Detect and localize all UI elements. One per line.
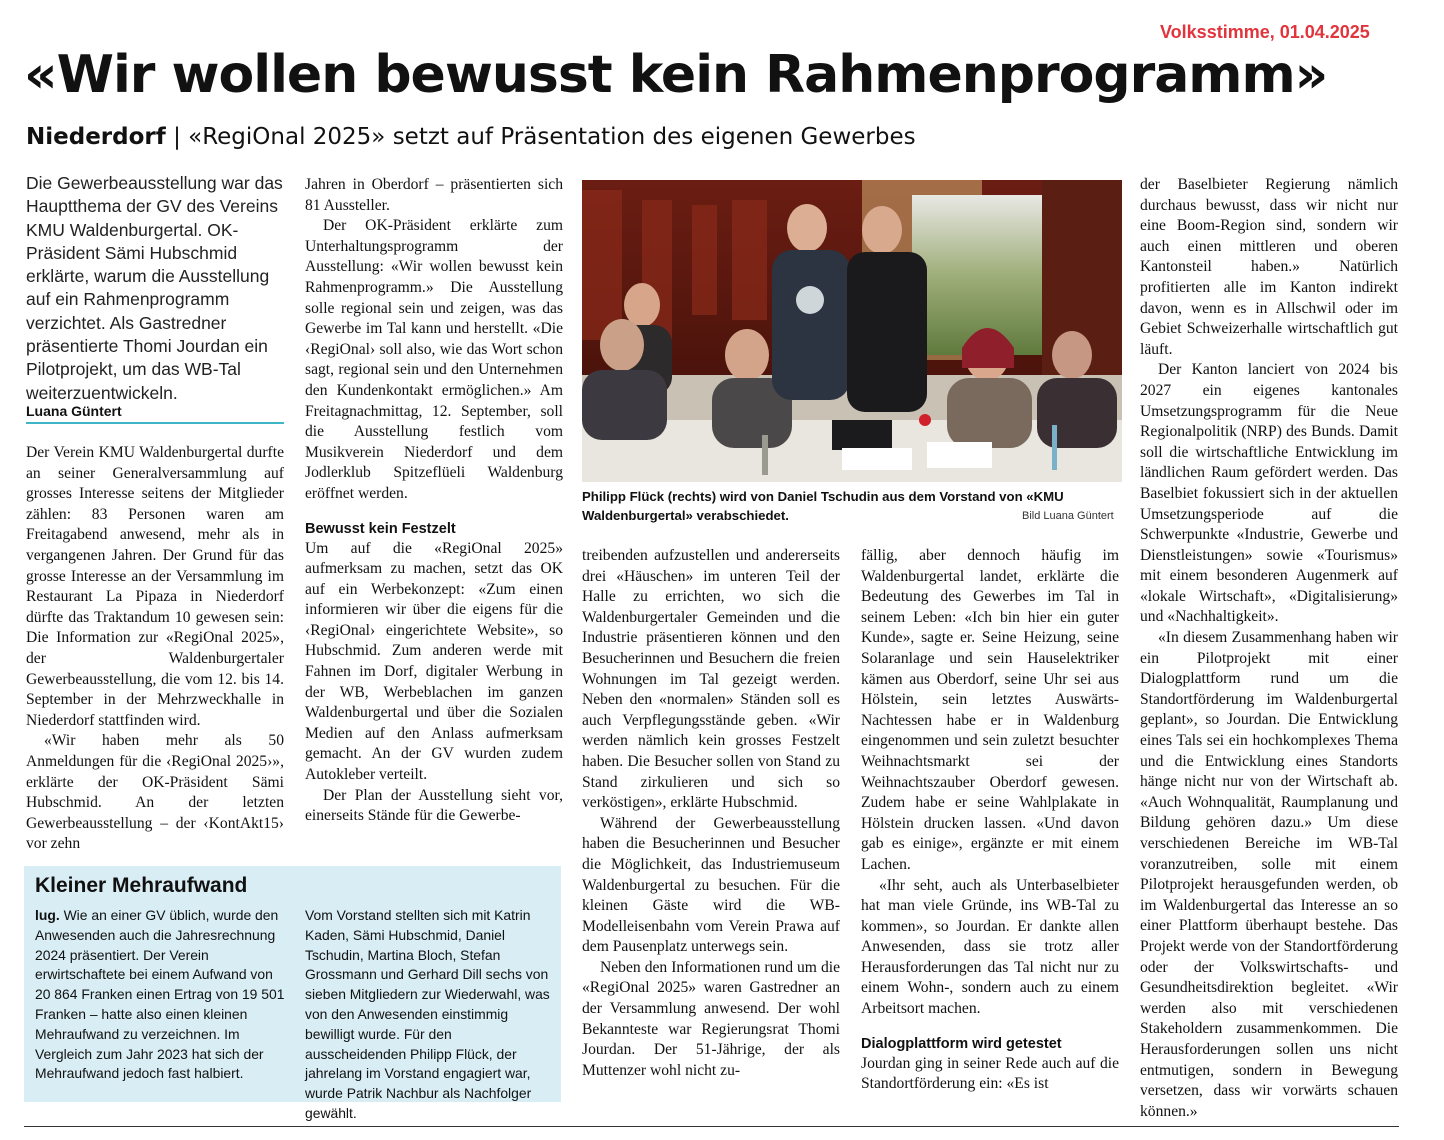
paragraph: «Wir haben mehr als 50 Anmeldungen für die ‹RegiOnal 2025›», erklärte der OK-Präsident Sämi Hubschmid. An der letzten Gewerbeausstellung – der ‹KontAkt15› vor zehn xyxy=(26,732,284,853)
paragraph: Jahren in Oberdorf – präsentierten sich 81 Aussteller. xyxy=(305,176,563,214)
author-byline: Luana Güntert xyxy=(26,401,284,424)
photo-caption: Philipp Flück (rechts) wird von Daniel Tschudin aus dem Vorstand von «KMU Waldenburgertal» verabschiedet. xyxy=(582,489,1064,523)
info-box-text-left: Wie an einer GV üblich, wurde den Anwesenden auch die Jahresrechnung 2024 präsentiert. Der Verein erwirtschaftete bei einem Aufwand von 20 864 Franken einen Ertrag von 19 501 Franken – hatte also einen kleinen Mehraufwand zu verzeichnen. Im Vergleich zum Jahr 2023 hat sich der Mehraufwand jedoch fast halbiert. xyxy=(35,907,285,1082)
lead-paragraph: Die Gewerbeausstellung war das Hauptthema der GV des Vereins KMU Waldenburgertal. OK-Präsident Sämi Hubschmid erklärte, warum die Ausstellung auf ein Rahmenprogramm verzichtet. Als Gastredner präsentierte Thomi Jourdan ein Pilotprojekt, um das WB-Tal weiterzuentwickeln. xyxy=(26,173,283,403)
subline-separator: | xyxy=(173,124,181,150)
article-photo xyxy=(582,180,1122,482)
paragraph: fällig, aber dennoch häufig im Waldenburgertal landet, erklärte die Bedeutung des Gewerbes im Tal in seinem Leben: «Ich bin hier ein guter Kunde», sagte er. Seine Heizung, seine Solaranlage und sein Hauselektriker kämen aus Oberdorf, seine Uhr sei aus Hölstein, sein letztes Auswärts-Nachtessen habe er in Waldenburg eingenommen und sein zuletzt besuchter Weihnachtsmarkt sei der Weihnachtszauber Oberdorf gewesen. Zudem habe er seine Wahlplakate in Hölstein drucken lassen. «Und davon gab es einige», ergänzte er mit einem Lachen. xyxy=(861,547,1119,873)
info-box-column-1 xyxy=(35,906,288,1084)
subheading: Dialogplattform wird getestet xyxy=(861,1035,1062,1052)
paragraph: Um auf die «RegiOnal 2025» aufmerksam zu machen, setzt das OK auf ein Werbekonzept: «Zum einen informieren wir über die eigens für die ‹RegiOnal› eingerichtete Website», so Hubschmid. Zum anderen werde mit Fahnen im Dorf, digitaler Werbung in der WB, Werbeblachen im ganzen Waldenburgertal und über die Sozialen Medien auf den Anlass aufmerksam gemacht. An der GV wurden zudem Autokleber verteilt. xyxy=(305,539,563,784)
paragraph: Der Verein KMU Waldenburgertal durfte an seiner Generalversammlung auf grosses Interesse seitens der Mitglieder zählen: 83 Personen waren am Freitagabend anwesend, mehr als in vergangenen Jahren. Der Grund für das grosse Interesse an der Versammlung im Restaurant La Pipaza in Niederdorf dürfte das Traktandum 10 gewesen sein: Die Information zur «RegiOnal 2025», der Waldenburgertaler Gewerbeausstellung, die vom 12. bis 14. September in der Mehrzweckhalle in Niederdorf stattfinden wird. xyxy=(26,444,284,729)
info-box-tag: lug. xyxy=(35,907,60,923)
paragraph: Während der Gewerbeausstellung haben die Besucherinnen und Besucher die Möglichkeit, das Industriemuseum Waldenburgertal zu besuchen. Für die kleinen Gäste wird die WB-Modelleisenbahn vom Verein Prawa auf dem Pausenplatz unterwegs sein. xyxy=(582,814,840,956)
paragraph: «Ihr seht, auch als Unterbaselbieter hat man viele Gründe, ins WB-Tal zu kommen», so Jourdan. Er dankte allen Anwesenden, dass sie trotz aller Herausforderungen das Tal nicht nur zu einem Wohn-, sondern auch zu einem Arbeitsort machen. xyxy=(861,876,1119,1018)
paragraph: Jourdan ging in seiner Rede auch auf die Standortförderung ein: «Es ist xyxy=(861,1054,1119,1093)
photo-illustration xyxy=(582,180,1122,482)
paragraph: Der Kanton lanciert von 2024 bis 2027 ein eigenes kantonales Umsetzungsprogramm für die Neue Regionalpolitik (NRP) des Bunds. Damit soll die wirtschaftliche Entwicklung im ländlichen Raum gefördert werden. Das Baselbiet fokussiert sich in der aktuellen Umsetzungsperiode auf die Schwerpunkte «Industrie, Gewerbe und Dienstleistungen» sowie «Tourismus» mit einem besonderen Augenmerk auf «lokale Wirtschaft», «Digitalisierung» und «Nachhaltigkeit». xyxy=(1140,361,1398,626)
info-box-title: Kleiner Mehraufwand xyxy=(35,874,248,897)
article-column-1 xyxy=(26,443,284,855)
paragraph: Der OK-Präsident erklärte zum Unterhaltungsprogramm der Ausstellung: «Wir wollen bewusst kein Rahmenprogramm.» Die Ausstellung solle regional sein und zeigen, was das Gewerbe im Tal kann und herstellt. «Die ‹RegiOnal› soll also, wie das Wort schon sagt, regional sein und den Unternehmen den Kundenkontakt ermöglichen.» Am Freitagnachmittag, 12. September, soll die Ausstellung festlich vom Musikverein Niederdorf und dem Jodlerklub Spitzeflüeli Waldenburg eröffnet werden. xyxy=(305,217,563,502)
article-column-3 xyxy=(582,546,840,1081)
photo-credit: Bild Luana Güntert xyxy=(1022,510,1114,522)
paragraph: treibenden aufzustellen und andererseits drei «Häuschen» im unteren Teil der Halle zu errichten, wo sich die Waldenburgertaler Gemeinden und die Industrie präsentieren können und den Besucherinnen und Besuchern die freien Wohnungen im Tal gezeigt werden. Neben den «normalen» Ständen soll es auch Verpflegungsstände geben. «Wir werden nämlich kein grosses Festzelt haben. Die Besucher sollen von Stand zu Stand zirkulieren und sich so verköstigen», erklärte Hubschmid. xyxy=(582,547,840,812)
info-box-column-2 xyxy=(305,906,555,1124)
subline-place: Niederdorf xyxy=(26,124,166,150)
source-label: Volksstimme, 01.04.2025 xyxy=(1160,22,1370,42)
article-column-2 xyxy=(305,175,563,827)
paragraph: «In diesem Zusammenhang haben wir ein Pilotprojekt mit einer Dialogplattform rund um die Standortförderung im Waldenburgertal geplant», so Jourdan. Die Entwicklung eines Tals sei ein hochkomplexes Thema und die Entwicklung eines Standorts hänge nicht nur von der Wirtschaft ab. «Auch Wohnqualität, Raumplanung und Bildung gehören dazu.» Um diese verschiedenen Bereiche im WB-Tal voranzutreiben, solle mit einem Pilotprojekt herausgefunden werden, ob im Waldenburgertal das Interesse an so einer Plattform überhaupt bestehe. Das Projekt werde von der Standortförderung oder der Volkswirtschafts- und Gesundheitsdirektion begleitet. «Wir werden also mit verschiedenen Stakeholdern zusammenkommen. Die Herausforderungen sollen uns nicht entmutigen, sondern in Bewegung versetzen, dass wir vorwärts schauen können.» xyxy=(1140,629,1398,1120)
lead-text xyxy=(26,172,290,405)
paragraph: der Baselbieter Regierung nämlich durchaus bewusst, dass wir nicht nur eine Boom-Region sind, sondern wir auch einen mittleren und oberen Kantonsteil haben.» Natürlich profitierten alle im Kanton indirekt davon, wenn es in Allschwil oder im Gebiet Schweizerhalle wirtschaftlich gut läuft. xyxy=(1140,176,1398,358)
info-box-text-right: Vom Vorstand stellten sich mit Katrin Kaden, Sämi Hubschmid, Daniel Tschudin, Martina Bloch, Stefan Grossmann und Gerhard Dill sechs von sieben Mitgliedern zur Wiederwahl, was von den Anwesenden einstimmig bewilligt wurde. Für den ausscheidenden Philipp Flück, der jahrelang im Vorstand engagiert war, wurde Patrik Nachbur als Nachfolger gewählt. xyxy=(305,907,550,1121)
headline: «Wir wollen bewusst kein Rahmenprogramm» xyxy=(24,45,1328,105)
subline xyxy=(26,120,916,154)
paragraph: Der Plan der Ausstellung sieht vor, einerseits Stände für die Gewerbe- xyxy=(305,786,563,825)
subheading: Bewusst kein Festzelt xyxy=(305,520,456,537)
article-column-4 xyxy=(861,546,1119,1095)
paragraph: Neben den Informationen rund um die «RegiOnal 2025» waren Gastredner an der Versammlung anwesend. Der wohl Bekannteste war Regierungsrat Thomi Jourdan. Der 51-Jährige, der als Muttenzer wohl nicht zu- xyxy=(582,958,840,1079)
article-column-5 xyxy=(1140,175,1398,1122)
bottom-rule xyxy=(24,1126,1399,1127)
subline-text: «RegiOnal 2025» setzt auf Präsentation des eigenen Gewerbes xyxy=(188,124,916,150)
